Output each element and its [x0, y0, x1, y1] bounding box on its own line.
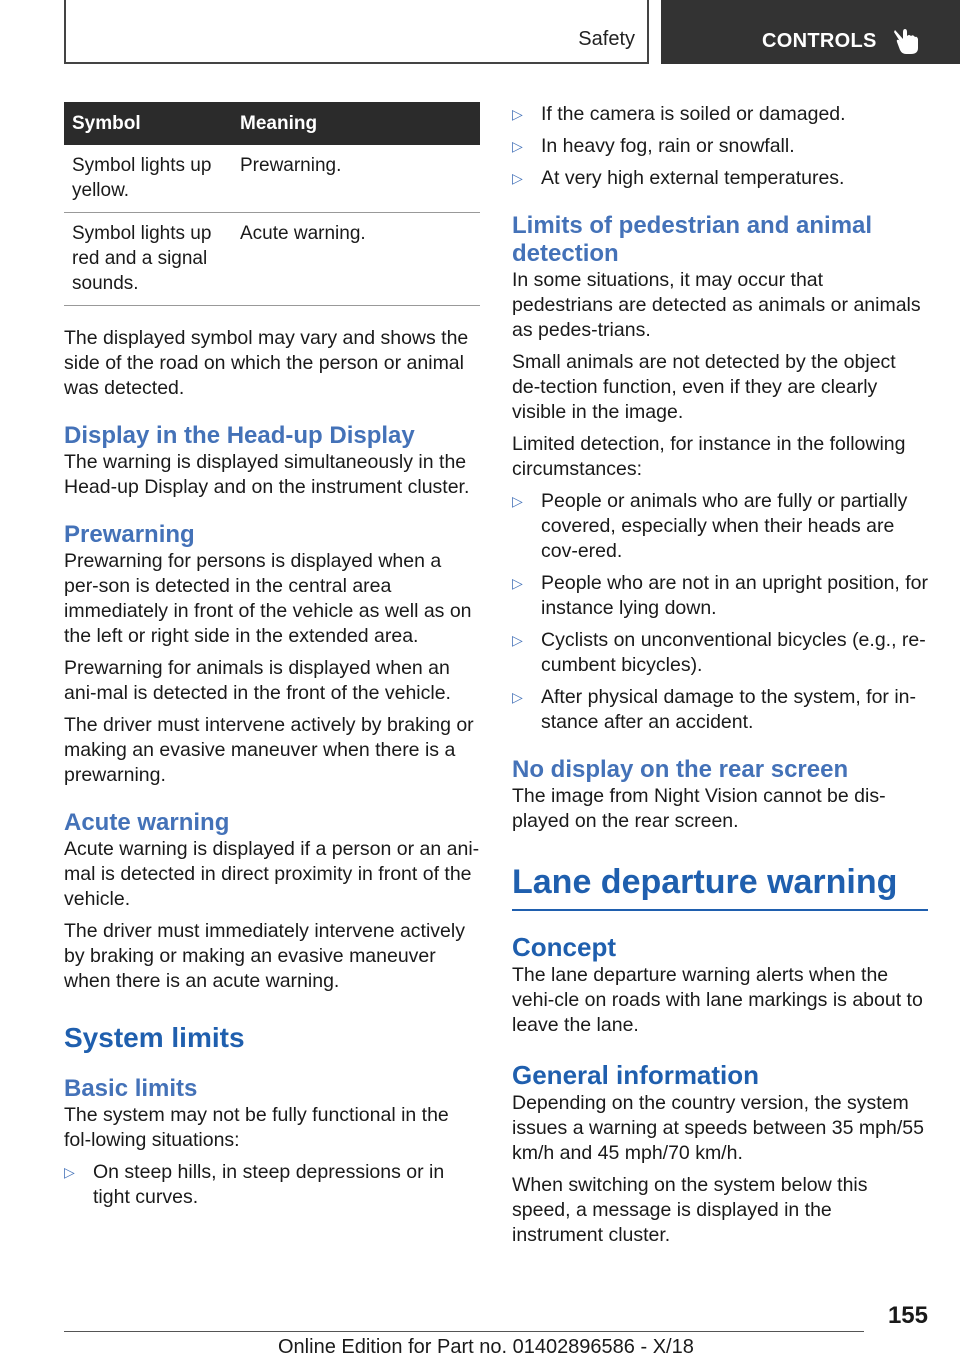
table-row: [64, 213, 480, 306]
list-item: ▷ Cyclists on unconventional bicycles (e.g., re-cumbent bicycles).: [512, 629, 926, 676]
footer-divider: [64, 1331, 864, 1332]
paragraph: Limited detection, for instance in the following circumstances:: [512, 433, 906, 480]
header-section-title: Safety: [578, 28, 635, 50]
paragraph: The system may not be fully functional in the fol-lowing situations:: [64, 1104, 449, 1151]
triangle-bullet-icon: ▷: [512, 632, 523, 648]
heading-lane-departure-warning: Lane departure warning: [512, 861, 928, 911]
triangle-bullet-icon: ▷: [512, 575, 523, 591]
heading-no-rear-display: No display on the rear screen: [512, 756, 849, 783]
paragraph: When switching on the system below this speed, a message is displayed in the instrument cluster.: [512, 1174, 868, 1246]
symbol-meaning-table: [64, 102, 480, 306]
heading-prewarning: Prewarning: [64, 521, 195, 548]
list-item: ▷ If the camera is soiled or damaged.: [512, 103, 846, 125]
triangle-bullet-icon: ▷: [512, 106, 523, 122]
list-item: ▷ At very high external temperatures.: [512, 167, 845, 189]
header-chapter-title: CONTROLS: [762, 30, 877, 52]
paragraph: The image from Night Vision cannot be dis-played on the rear screen.: [512, 785, 886, 832]
table-cell: Acute warning.: [232, 213, 480, 306]
table-header-symbol: Symbol: [64, 102, 232, 145]
paragraph: The lane departure warning alerts when the vehi-cle on roads with lane markings is about to leave the lane.: [512, 964, 923, 1036]
footer-edition: Online Edition for Part no. 01402896586 - X/18: [278, 1336, 694, 1358]
basic-limits-list-continued: [512, 102, 928, 191]
pointing-hand-icon: [891, 22, 921, 56]
list-item: ▷ In heavy fog, rain or snowfall.: [512, 135, 795, 157]
triangle-bullet-icon: ▷: [512, 493, 523, 509]
paragraph: The displayed symbol may vary and shows the side of the road on which the person or animal was detected.: [64, 327, 469, 399]
pedestrian-limits-list: [512, 489, 928, 735]
paragraph: Small animals are not detected by the object de-tection function, even if they are clearly visible in the image.: [512, 351, 896, 423]
basic-limits-list: [64, 1160, 480, 1210]
list-item: ▷ People who are not in an upright position, for instance lying down.: [512, 572, 929, 619]
list-item: ▷ On steep hills, in steep depressions or in tight curves.: [64, 1161, 445, 1208]
paragraph: The driver must intervene actively by braking or making an evasive maneuver when there is a prewarning.: [64, 714, 474, 786]
heading-general-information: General information: [512, 1060, 760, 1090]
paragraph: Acute warning is displayed if a person or an ani-mal is detected in direct proximity in front of the vehicle.: [64, 838, 480, 910]
heading-system-limits: System limits: [64, 1022, 245, 1053]
left-column: [64, 102, 480, 1217]
header-chapter-tab[interactable]: [661, 0, 960, 64]
table-header-meaning: Meaning: [232, 102, 480, 145]
paragraph: Depending on the country version, the system issues a warning at speeds between 35 mph/55 km/h and 45 mph/70 km/h.: [512, 1092, 924, 1164]
right-column: [512, 102, 928, 1255]
paragraph: In some situations, it may occur that pedestrians are detected as animals or animals as pedes-trians.: [512, 269, 921, 341]
table-cell: Symbol lights up yellow.: [64, 145, 232, 213]
triangle-bullet-icon: ▷: [512, 689, 523, 705]
table-row: [64, 145, 480, 213]
paragraph: The warning is displayed simultaneously in the Head-up Display and on the instrument cluster.: [64, 451, 470, 498]
table-cell: Prewarning.: [232, 145, 480, 213]
triangle-bullet-icon: ▷: [512, 138, 523, 154]
heading-acute-warning: Acute warning: [64, 809, 230, 836]
paragraph: The driver must immediately intervene actively by braking or making an evasive maneuver when there is an acute warning.: [64, 920, 465, 992]
page-number: 155: [887, 1302, 928, 1329]
header-section-box: [64, 0, 649, 64]
heading-concept: Concept: [512, 932, 616, 962]
list-item: ▷ People or animals who are fully or partially covered, especially when their heads are cov-ered.: [512, 490, 908, 562]
list-item: ▷ After physical damage to the system, for in-stance after an accident.: [512, 686, 916, 733]
triangle-bullet-icon: ▷: [512, 170, 523, 186]
table-cell: Symbol lights up red and a signal sounds.: [64, 213, 232, 306]
heading-basic-limits: Basic limits: [64, 1075, 198, 1102]
paragraph: Prewarning for animals is displayed when an ani-mal is detected in the front of the vehicle.: [64, 657, 451, 704]
heading-hud: Display in the Head-up Display: [64, 422, 415, 449]
heading-pedestrian-animal-limits: Limits of pedestrian and animal detection: [512, 212, 873, 267]
triangle-bullet-icon: ▷: [64, 1164, 75, 1180]
paragraph: Prewarning for persons is displayed when a per-son is detected in the central area immediately in front of the vehicle as well as on the left or right side in the extended area.: [64, 550, 472, 647]
